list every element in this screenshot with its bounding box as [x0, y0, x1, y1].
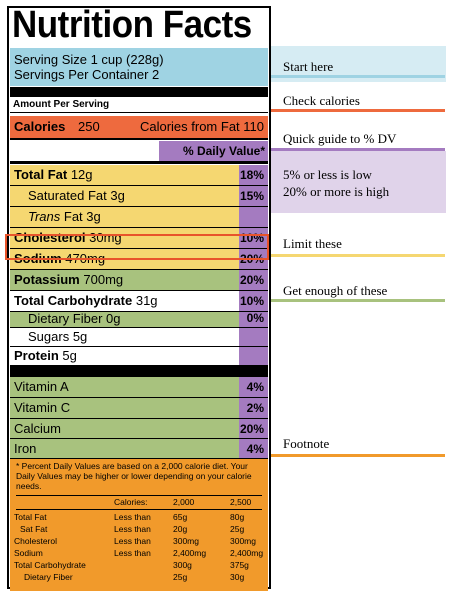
limit-label: Limit these — [283, 236, 342, 251]
vitamin-row-iron: Iron 4% — [10, 439, 268, 458]
limit-line — [271, 254, 445, 257]
check-calories-line — [271, 109, 445, 112]
dv-percent: 20% — [239, 422, 264, 436]
divider-thick — [10, 365, 268, 377]
dv-percent: 20% — [239, 273, 264, 287]
calories-row — [10, 116, 268, 138]
dv-percent: 4% — [246, 380, 264, 394]
nutrient-row-trans-fat: Trans Fat 3g — [10, 207, 268, 227]
nutrient-row-sodium: Sodium 470mg 20% — [10, 249, 268, 269]
servings-per-container: Servings Per Container 2 — [14, 67, 160, 82]
nutrient-row-saturated-fat: Saturated Fat 3g 15% — [10, 186, 268, 206]
fn-header: 2,000 — [173, 497, 195, 507]
nutrient-row-cholesterol: Cholesterol 30mg 10% — [10, 228, 268, 248]
nutrient-row-total-carbohydrate: Total Carbohydrate 31g 10% — [10, 291, 268, 311]
enough-line — [271, 299, 445, 302]
sodium-highlight — [5, 234, 269, 260]
calories-value: 250 — [78, 119, 100, 134]
calories-label: Calories — [14, 119, 66, 134]
calories-from-fat: Calories from Fat 110 — [139, 119, 264, 134]
low-guide: 5% or less is low — [283, 167, 372, 182]
nutrition-label — [7, 6, 271, 589]
divider — [10, 112, 268, 113]
footnote-label: Footnote — [283, 436, 330, 451]
dv-percent: 20% — [239, 252, 264, 266]
amount-per-serving: Amount Per Serving — [13, 99, 110, 110]
dv-percent: 18% — [239, 168, 264, 182]
divider — [10, 161, 268, 164]
serving-size: Serving Size 1 cup (228g) — [14, 52, 164, 67]
daily-value-header: % Daily Value* — [159, 141, 268, 161]
divider — [16, 495, 262, 496]
divider — [16, 509, 262, 510]
check-calories-label: Check calories — [283, 93, 360, 108]
footnote-text: * Percent Daily Values are based on a 2,000 calorie diet. Your Daily Values may be higher or lower depending on your calorie needs. — [16, 461, 252, 491]
dv-percent: 10% — [239, 231, 264, 245]
footnote-line — [271, 454, 445, 457]
fn-header: Calories: — [114, 497, 148, 507]
divider — [10, 138, 268, 140]
vitamin-row-calcium: Calcium 20% — [10, 419, 268, 438]
footnote-section: * Percent Daily Values are based on a 2,000 calorie diet. Your Daily Values may be higher or lower depending on your calorie needs. Calories: 2,000 2,500 Total Fat Less than 65g 80g Sat Fat Less than 20g 25g Cholesterol Less than 300mg 300mg Sodium Less than 2,400mg 2,400mg Total Carbohydrate 300g 375g Dietary Fiber 25g 30g — [10, 459, 268, 591]
label-title: Nutrition Facts — [12, 4, 252, 46]
nutrient-row-total-fat: Total Fat 12g 18% — [10, 165, 268, 185]
nutrient-row-potassium: Potassium 700mg 20% — [10, 270, 268, 290]
nutrient-row-sugars: Sugars 5g — [10, 328, 268, 346]
dv-percent: 0% — [246, 311, 264, 325]
quick-guide-label: Quick guide to % DV — [283, 131, 397, 146]
start-here-line — [271, 75, 445, 78]
dv-percent: 15% — [239, 189, 264, 203]
nutrient-row-protein: Protein 5g — [10, 347, 268, 365]
dv-percent: 10% — [239, 294, 264, 308]
dv-percent: 4% — [246, 442, 264, 456]
divider-thick — [10, 87, 268, 97]
nutrient-row-dietary-fiber: Dietary Fiber 0g 0% — [10, 312, 268, 327]
serving-info — [10, 48, 268, 86]
start-here-label: Start here — [283, 59, 334, 74]
fn-header: 2,500 — [230, 497, 252, 507]
vitamin-row-vitamin-a: Vitamin A 4% — [10, 377, 268, 397]
vitamin-row-vitamin-c: Vitamin C 2% — [10, 398, 268, 418]
high-guide: 20% or more is high — [283, 184, 390, 199]
enough-label: Get enough of these — [283, 283, 388, 298]
dv-percent: 2% — [246, 401, 264, 415]
